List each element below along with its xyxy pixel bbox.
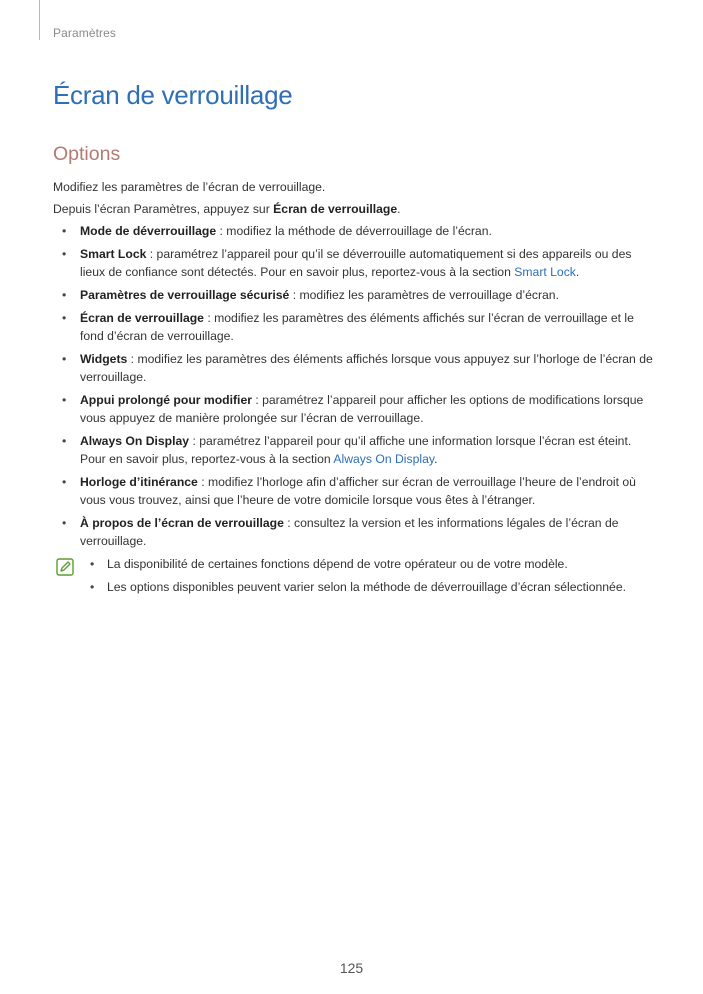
list-item [53, 432, 653, 468]
item-text: : modifiez les paramètres des éléments affichés sur l’écran de verrouillage et le fond d’écran de verrouillage. [80, 311, 634, 343]
item-term: Appui prolongé pour modifier [80, 393, 252, 407]
header-divider [39, 0, 40, 40]
list-item [53, 391, 653, 427]
item-text: : consultez la version et les informations légales de l’écran de verrouillage. [80, 516, 619, 548]
path-bold: Écran de verrouillage [273, 202, 398, 216]
path-suffix: . [397, 202, 401, 216]
note-pencil-icon [56, 558, 74, 576]
item-term: Horloge d’itinérance [80, 475, 198, 489]
list-item [53, 286, 653, 304]
list-item [53, 222, 653, 240]
list-item [53, 245, 653, 281]
list-item [53, 350, 653, 386]
list-item [53, 309, 653, 345]
item-text: : modifiez les paramètres des éléments affichés lorsque vous appuyez sur l’horloge de l’écran de verrouillage. [80, 352, 653, 384]
list-item [53, 514, 653, 550]
item-term: Always On Display [80, 434, 190, 448]
item-term: Écran de verrouillage [80, 311, 204, 325]
path-paragraph [53, 200, 653, 218]
page-number: 125 [339, 960, 364, 976]
item-text: : paramétrez l’appareil pour qu’il affiche une information lorsque l’écran est éteint. Pour en savoir plus, reportez-vous à la section [80, 434, 632, 466]
main-content [53, 178, 653, 601]
item-term: Paramètres de verrouillage sécurisé [80, 288, 290, 302]
item-term: Smart Lock [80, 247, 147, 261]
page-title: Écran de verrouillage [53, 80, 293, 110]
always-on-display-link[interactable]: Always On Display [333, 452, 435, 466]
item-text: : modifiez l’horloge afin d’afficher sur écran de verrouillage l’heure de l’endroit où vous vous trouvez, ainsi que l’heure de votre domicile lorsque vous êtes à l’étranger. [80, 475, 636, 507]
item-after: . [434, 452, 438, 466]
item-text: : paramétrez l’appareil pour afficher les options de modifications lorsque vous appuyez de manière prolongée sur l’écran de verrouillage. [80, 393, 644, 425]
intro-paragraph: Modifiez les paramètres de l’écran de verrouillage. [53, 180, 326, 194]
item-text: : modifiez la méthode de déverrouillage de l’écran. [216, 224, 492, 238]
header-section-label: Paramètres [53, 26, 117, 40]
item-term: Mode de déverrouillage [80, 224, 217, 238]
options-list [53, 222, 653, 550]
section-title: Options [53, 143, 121, 165]
item-text: : modifiez les paramètres de verrouillage d’écran. [289, 288, 559, 302]
smart-lock-link[interactable]: Smart Lock [514, 265, 576, 279]
note-item: • Les options disponibles peuvent varier selon la méthode de déverrouillage d’écran sélectionnée. [80, 578, 653, 596]
note-item: • La disponibilité de certaines fonctions dépend de votre opérateur ou de votre modèle. [80, 555, 653, 573]
note-list [80, 555, 653, 596]
note-block [53, 555, 653, 596]
item-after: . [575, 265, 580, 279]
item-term: À propos de l’écran de verrouillage [80, 516, 284, 530]
item-text: : paramétrez l’appareil pour qu’il se déverrouille automatiquement si des appareils ou des lieux de confiance sont détectés. Pour en savoir plus, reportez-vous à la section [80, 247, 632, 279]
list-item [53, 473, 653, 509]
path-prefix: Depuis l’écran Paramètres, appuyez sur [53, 202, 274, 216]
item-term: Widgets [80, 352, 128, 366]
